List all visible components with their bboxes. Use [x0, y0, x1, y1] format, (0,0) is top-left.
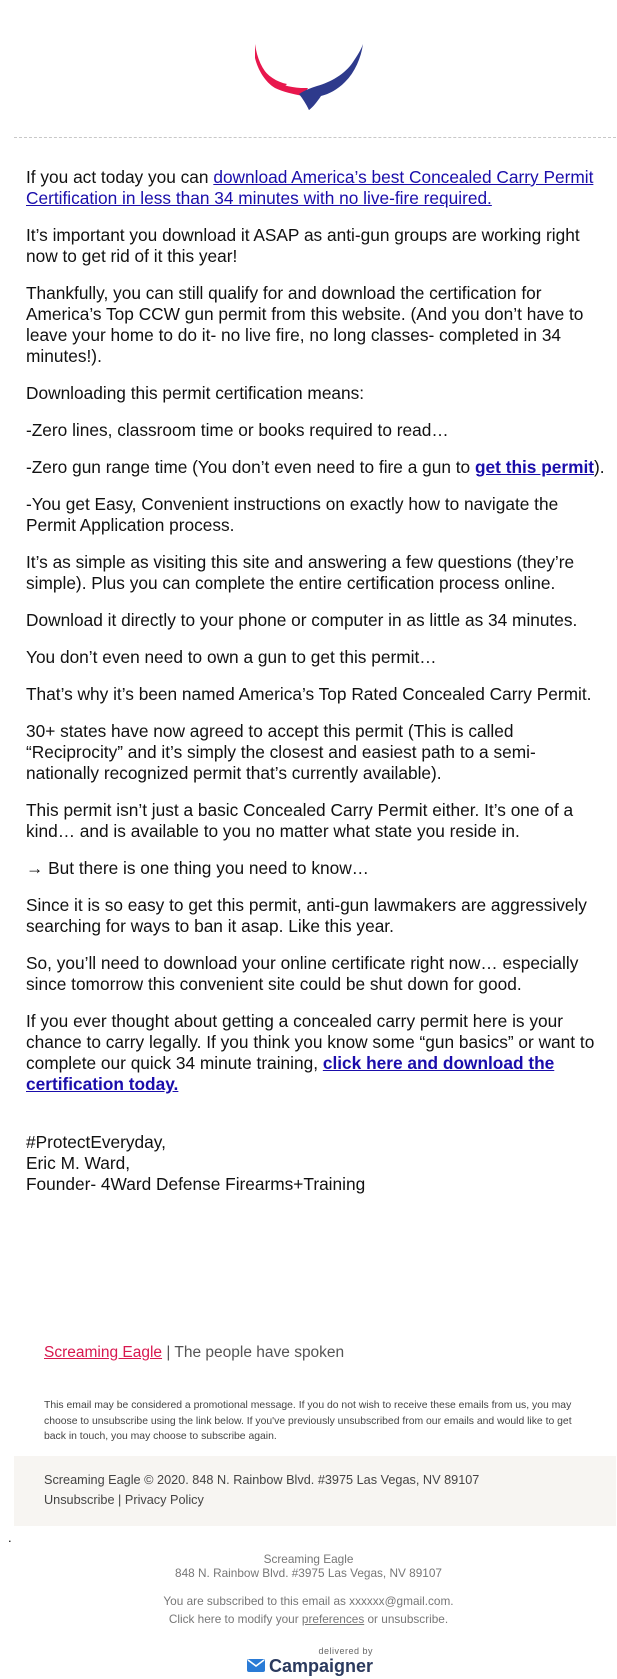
footer-disclaimer: This email may be considered a promotional message. If you do not wish to receive these emails from us, you may choose to unsubscribe using the link below. If you've previously unsubscribed from our emails and would like to get back in touch, you may choose to subscribe again.: [44, 1400, 572, 1442]
get-permit-link[interactable]: get this permit: [474, 457, 595, 477]
arrow-right-icon: →: [26, 858, 44, 878]
paragraph: It’s important you download it ASAP as anti-gun groups are working right now to get rid of it this year!: [26, 225, 580, 266]
subscription-notice: You are subscribed to this email as xxxxxx@gmail.com.: [163, 1594, 454, 1608]
footer-links: Unsubscribe | Privacy Policy: [44, 1493, 204, 1507]
campaigner-badge[interactable]: [247, 1646, 373, 1678]
download-certification-cta-link[interactable]: click here and download the certification today.: [26, 1053, 555, 1094]
header-divider: [14, 137, 616, 138]
footer-address: Screaming Eagle © 2020. 848 N. Rainbow Blvd. #3975 Las Vegas, NV 89107: [44, 1473, 480, 1487]
paragraph: -You get Easy, Convenient instructions on exactly how to navigate the Permit Application process.: [26, 494, 559, 535]
header: [0, 0, 617, 135]
paragraph: Thankfully, you can still qualify for and download the certification for America’s Top CCW gun permit from this website. (And you don’t have to leave your home to do it- no live fire, no long classes- completed in 34 minutes!).: [26, 283, 584, 366]
email-body: [26, 167, 606, 1195]
screaming-eagle-link[interactable]: Screaming Eagle: [44, 1344, 163, 1361]
paragraph: You don’t even need to own a gun to get this permit…: [26, 647, 437, 667]
paragraph: -Zero gun range time (You don’t even need to fire a gun to get this permit).: [26, 457, 605, 477]
paragraph: → But there is one thing you need to know…: [26, 858, 369, 878]
footer-tagline: Screaming Eagle | The people have spoken: [44, 1344, 345, 1361]
envelope-icon: [247, 1659, 265, 1672]
unsubscribe-link[interactable]: Unsubscribe: [44, 1493, 115, 1507]
download-certification-link[interactable]: download America’s best Concealed Carry Permit Certification in less than 34 minutes with no live-fire required.: [26, 167, 594, 208]
paragraph: Download it directly to your phone or computer in as little as 34 minutes.: [26, 610, 578, 630]
paragraph: That’s why it’s been named America’s Top Rated Concealed Carry Permit.: [26, 684, 592, 704]
signature-line: Eric M. Ward,: [26, 1153, 131, 1173]
modify-preferences-line: Click here to modify your preferences or unsubscribe.: [168, 1612, 449, 1626]
paragraph: Since it is so easy to get this permit, anti-gun lawmakers are aggressively searching for ways to ban it asap. Like this year.: [26, 895, 587, 936]
footer-dot: .: [8, 1530, 12, 1545]
paragraph: 30+ states have now agreed to accept this permit (This is called “Reciprocity” and it’s simply the closest and easiest path to a semi-nationally recognized permit that’s currently available).: [26, 721, 536, 783]
paragraph: Downloading this permit certification means:: [26, 383, 365, 403]
footer-company-address: 848 N. Rainbow Blvd. #3975 Las Vegas, NV 89107: [175, 1566, 442, 1580]
delivered-by-label: delivered by: [318, 1646, 373, 1656]
signature: [26, 1132, 606, 1195]
signature-line: Founder- 4Ward Defense Firearms+Training: [26, 1174, 366, 1194]
campaigner-logo-text: Campaigner: [269, 1656, 374, 1676]
paragraph: So, you’ll need to download your online certificate right now… especially since tomorrow this convenient site could be shut down for good.: [26, 953, 579, 994]
paragraph: This permit isn’t just a basic Concealed Carry Permit either. It’s one of a kind… and is available to you no matter what state you reside in.: [26, 800, 574, 841]
paragraph: -Zero lines, classroom time or books required to read…: [26, 420, 449, 440]
paragraph: If you ever thought about getting a concealed carry permit here is your chance to carry legally. If you think you know some “gun basics” or want to complete our quick 34 minute training, click here and download the certification today.: [26, 1011, 595, 1094]
paragraph: It’s as simple as visiting this site and answering a few questions (they’re simple). Plus you can complete the entire certification process online.: [26, 552, 575, 593]
paragraph: If you act today you can download America’s best Concealed Carry Permit Certification in less than 34 minutes with no live-fire required.: [26, 167, 594, 208]
signature-line: #ProtectEveryday,: [26, 1132, 166, 1152]
privacy-policy-link[interactable]: Privacy Policy: [124, 1493, 204, 1507]
eagle-logo-icon: [253, 44, 365, 114]
footer-address-box: [14, 1456, 616, 1526]
footer-company: Screaming Eagle: [263, 1552, 354, 1566]
preferences-link[interactable]: preferences: [301, 1612, 365, 1626]
